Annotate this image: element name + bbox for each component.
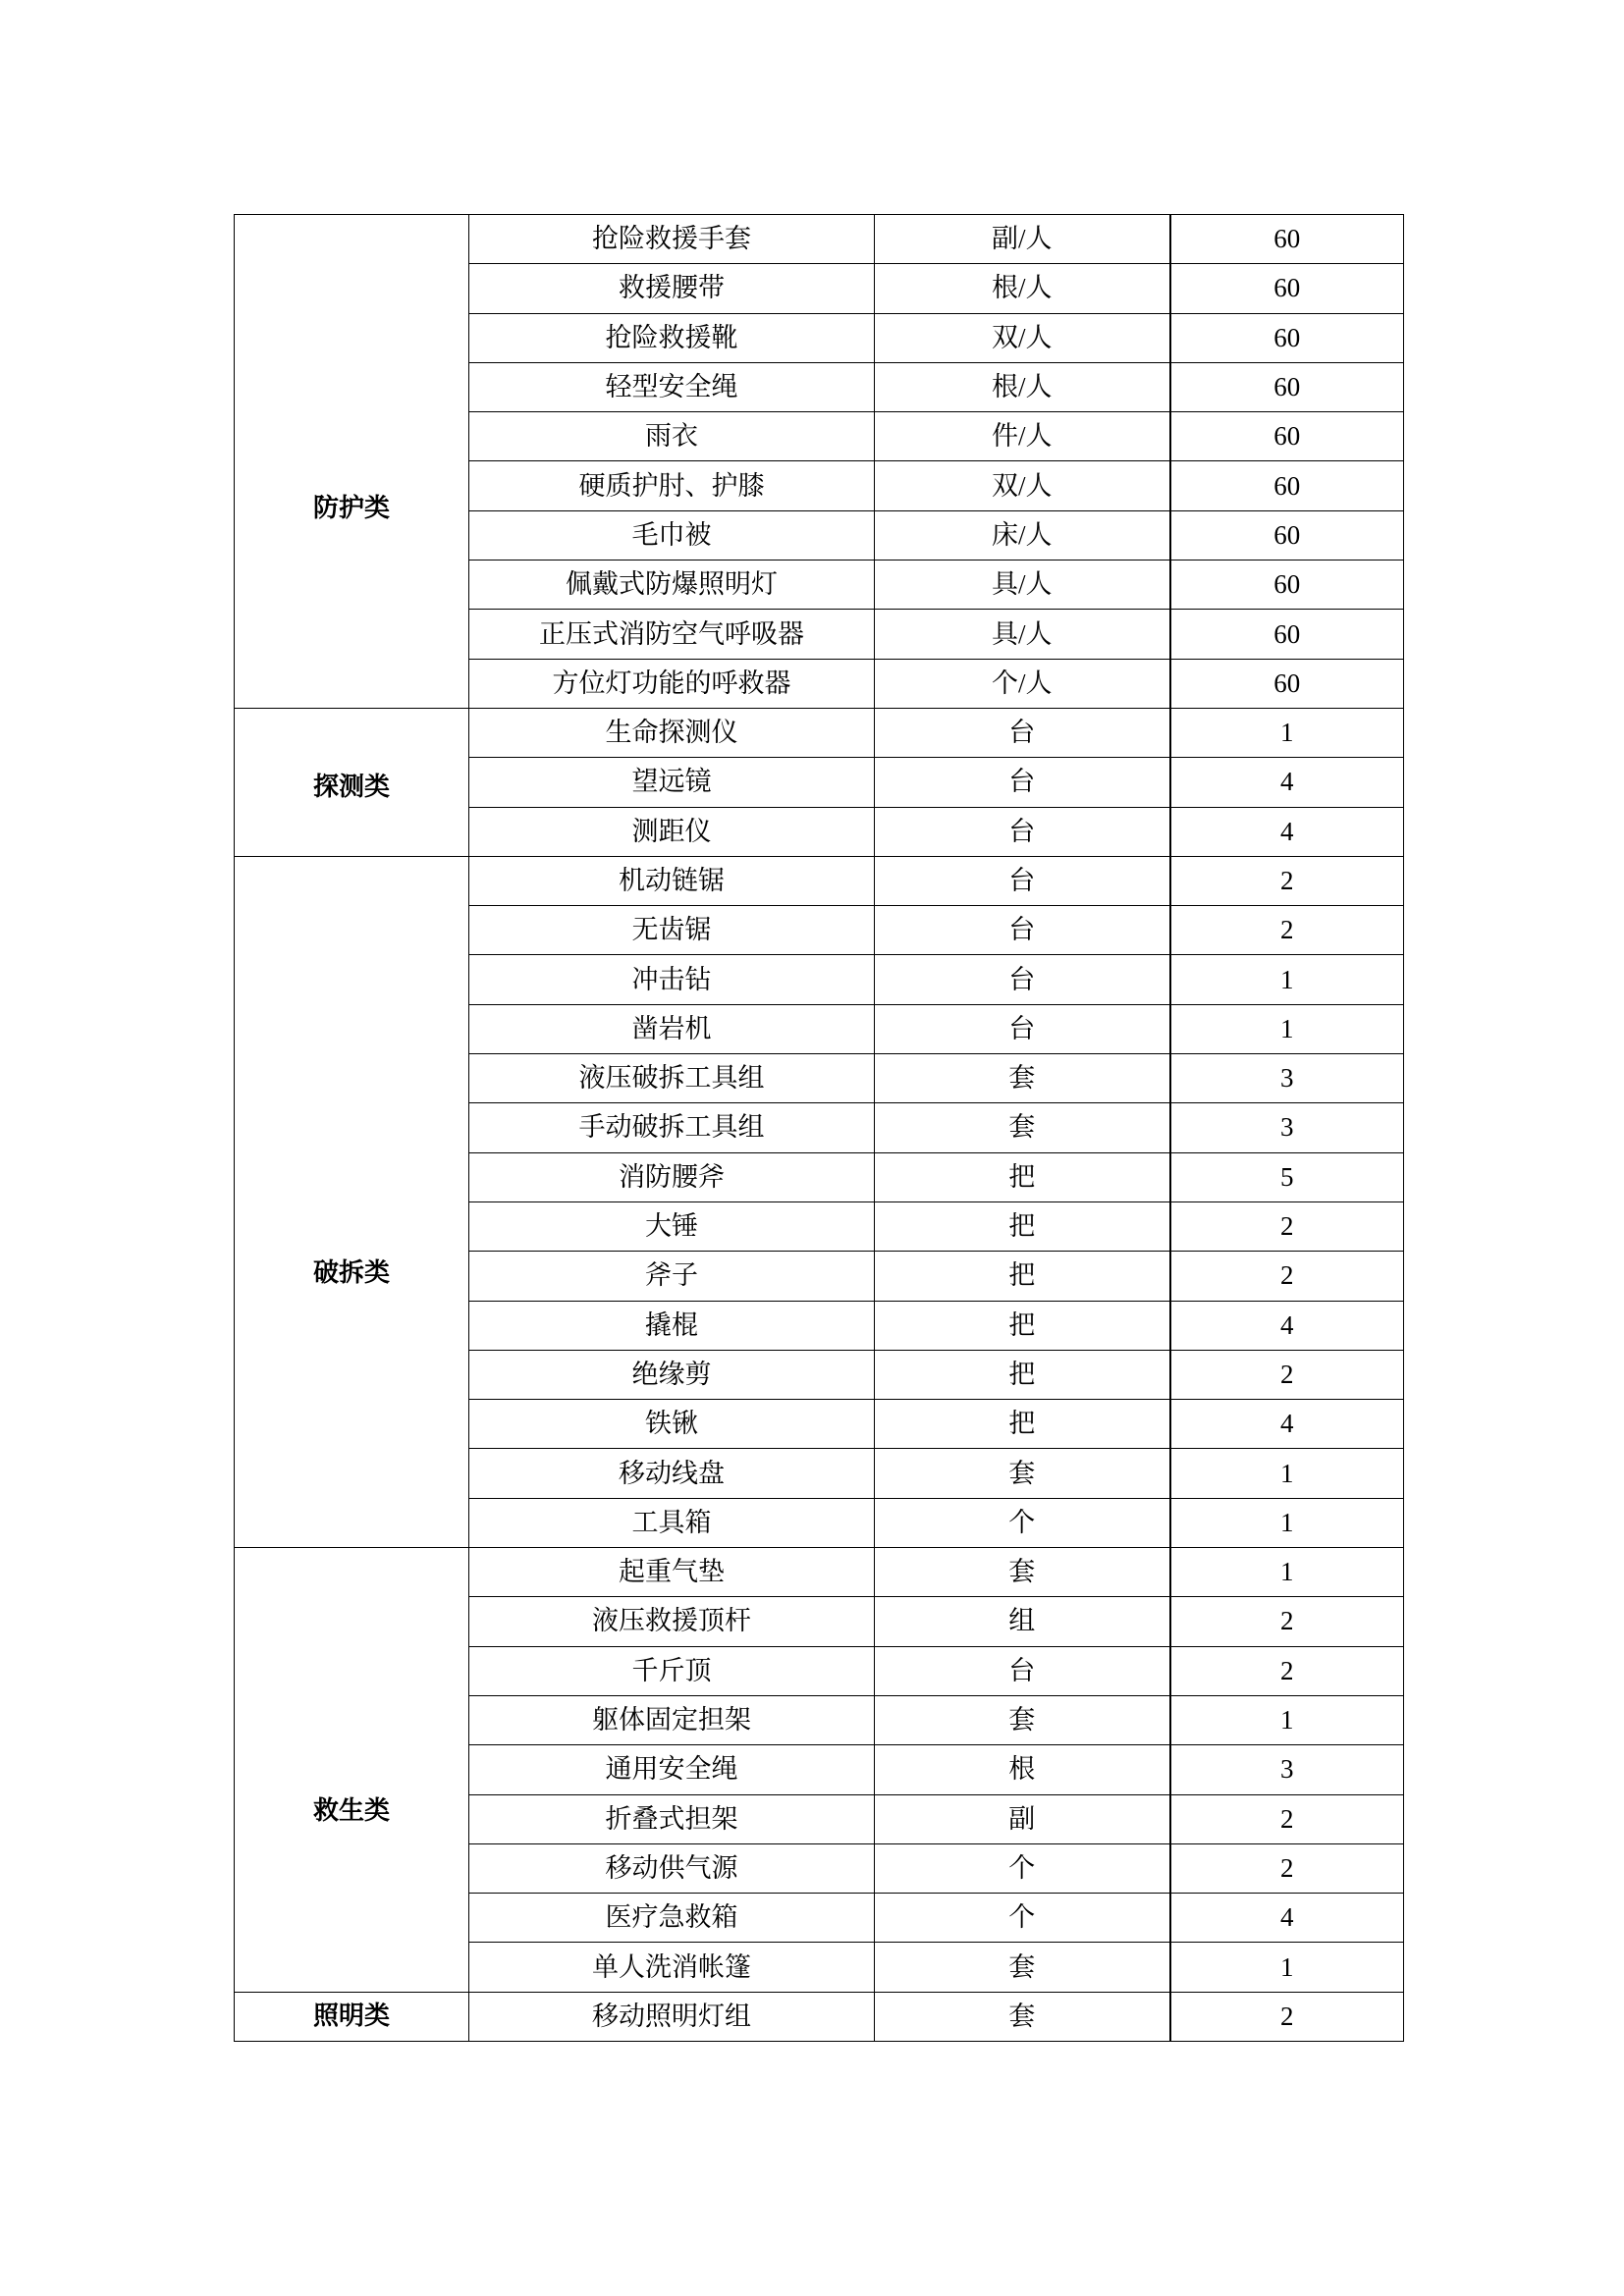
item-name-cell: 方位灯功能的呼救器 bbox=[469, 659, 875, 708]
item-name-cell: 移动供气源 bbox=[469, 1843, 875, 1893]
item-name-cell: 抢险救援靴 bbox=[469, 313, 875, 362]
unit-cell: 台 bbox=[875, 856, 1170, 905]
quantity-cell: 60 bbox=[1170, 215, 1404, 264]
quantity-cell: 2 bbox=[1170, 1350, 1404, 1399]
quantity-cell: 1 bbox=[1170, 1548, 1404, 1597]
item-name-cell: 斧子 bbox=[469, 1252, 875, 1301]
quantity-cell: 5 bbox=[1170, 1152, 1404, 1201]
item-name-cell: 千斤顶 bbox=[469, 1646, 875, 1695]
item-name-cell: 通用安全绳 bbox=[469, 1745, 875, 1794]
unit-cell: 件/人 bbox=[875, 412, 1170, 461]
category-label: 救生类 bbox=[312, 1795, 390, 1826]
item-name-cell: 救援腰带 bbox=[469, 264, 875, 313]
quantity-cell: 4 bbox=[1170, 1301, 1404, 1350]
item-name-cell: 无齿锯 bbox=[469, 906, 875, 955]
quantity-cell: 2 bbox=[1170, 1597, 1404, 1646]
quantity-cell: 2 bbox=[1170, 906, 1404, 955]
unit-cell: 台 bbox=[875, 1004, 1170, 1053]
item-name-cell: 单人洗消帐篷 bbox=[469, 1943, 875, 1992]
unit-cell: 把 bbox=[875, 1301, 1170, 1350]
item-name-cell: 凿岩机 bbox=[469, 1004, 875, 1053]
item-name-cell: 抢险救援手套 bbox=[469, 215, 875, 264]
quantity-cell: 2 bbox=[1170, 1201, 1404, 1251]
unit-cell: 组 bbox=[875, 1597, 1170, 1646]
unit-cell: 套 bbox=[875, 1449, 1170, 1498]
quantity-cell: 60 bbox=[1170, 461, 1404, 510]
item-name-cell: 移动照明灯组 bbox=[469, 1992, 875, 2041]
equipment-table bbox=[234, 214, 1404, 2042]
unit-cell: 个/人 bbox=[875, 659, 1170, 708]
quantity-cell: 4 bbox=[1170, 758, 1404, 807]
item-name-cell: 大锤 bbox=[469, 1201, 875, 1251]
item-name-cell: 消防腰斧 bbox=[469, 1152, 875, 1201]
quantity-cell: 1 bbox=[1170, 1695, 1404, 1744]
table-row bbox=[235, 1992, 1404, 2041]
item-name-cell: 机动链锯 bbox=[469, 856, 875, 905]
quantity-cell: 1 bbox=[1170, 1449, 1404, 1498]
unit-cell: 套 bbox=[875, 1103, 1170, 1152]
quantity-cell: 60 bbox=[1170, 412, 1404, 461]
quantity-cell: 2 bbox=[1170, 1794, 1404, 1843]
table-row bbox=[235, 708, 1404, 757]
item-name-cell: 手动破拆工具组 bbox=[469, 1103, 875, 1152]
item-name-cell: 液压破拆工具组 bbox=[469, 1054, 875, 1103]
unit-cell: 双/人 bbox=[875, 461, 1170, 510]
item-name-cell: 起重气垫 bbox=[469, 1548, 875, 1597]
table-row bbox=[235, 1548, 1404, 1597]
quantity-cell: 2 bbox=[1170, 856, 1404, 905]
category-label: 破拆类 bbox=[312, 1258, 390, 1289]
quantity-cell: 4 bbox=[1170, 1894, 1404, 1943]
item-name-cell: 冲击钻 bbox=[469, 955, 875, 1004]
item-name-cell: 毛巾被 bbox=[469, 510, 875, 560]
item-name-cell: 液压救援顶杆 bbox=[469, 1597, 875, 1646]
unit-cell: 副 bbox=[875, 1794, 1170, 1843]
quantity-cell: 2 bbox=[1170, 1992, 1404, 2041]
unit-cell: 个 bbox=[875, 1498, 1170, 1547]
quantity-cell: 2 bbox=[1170, 1843, 1404, 1893]
quantity-cell: 1 bbox=[1170, 1004, 1404, 1053]
quantity-cell: 60 bbox=[1170, 362, 1404, 411]
unit-cell: 套 bbox=[875, 1695, 1170, 1744]
quantity-cell: 60 bbox=[1170, 659, 1404, 708]
unit-cell: 个 bbox=[875, 1894, 1170, 1943]
unit-cell: 台 bbox=[875, 758, 1170, 807]
category-cell bbox=[235, 708, 469, 856]
quantity-cell: 2 bbox=[1170, 1646, 1404, 1695]
item-name-cell: 测距仪 bbox=[469, 807, 875, 856]
unit-cell: 把 bbox=[875, 1350, 1170, 1399]
item-name-cell: 绝缘剪 bbox=[469, 1350, 875, 1399]
category-cell bbox=[235, 215, 469, 709]
category-cell bbox=[235, 1548, 469, 1993]
unit-cell: 套 bbox=[875, 1548, 1170, 1597]
unit-cell: 具/人 bbox=[875, 561, 1170, 610]
unit-cell: 台 bbox=[875, 708, 1170, 757]
equipment-table-body bbox=[235, 215, 1404, 2042]
quantity-cell: 4 bbox=[1170, 807, 1404, 856]
unit-cell: 台 bbox=[875, 955, 1170, 1004]
quantity-cell: 3 bbox=[1170, 1103, 1404, 1152]
unit-cell: 把 bbox=[875, 1400, 1170, 1449]
unit-cell: 具/人 bbox=[875, 610, 1170, 659]
unit-cell: 台 bbox=[875, 807, 1170, 856]
quantity-cell: 3 bbox=[1170, 1745, 1404, 1794]
item-name-cell: 佩戴式防爆照明灯 bbox=[469, 561, 875, 610]
quantity-cell: 60 bbox=[1170, 313, 1404, 362]
unit-cell: 床/人 bbox=[875, 510, 1170, 560]
unit-cell: 根 bbox=[875, 1745, 1170, 1794]
quantity-cell: 3 bbox=[1170, 1054, 1404, 1103]
quantity-cell: 60 bbox=[1170, 510, 1404, 560]
unit-cell: 双/人 bbox=[875, 313, 1170, 362]
item-name-cell: 雨衣 bbox=[469, 412, 875, 461]
item-name-cell: 正压式消防空气呼吸器 bbox=[469, 610, 875, 659]
item-name-cell: 硬质护肘、护膝 bbox=[469, 461, 875, 510]
unit-cell: 套 bbox=[875, 1943, 1170, 1992]
unit-cell: 把 bbox=[875, 1201, 1170, 1251]
unit-cell: 把 bbox=[875, 1252, 1170, 1301]
category-cell bbox=[235, 1992, 469, 2041]
item-name-cell: 撬棍 bbox=[469, 1301, 875, 1350]
unit-cell: 根/人 bbox=[875, 362, 1170, 411]
item-name-cell: 生命探测仪 bbox=[469, 708, 875, 757]
item-name-cell: 医疗急救箱 bbox=[469, 1894, 875, 1943]
item-name-cell: 望远镜 bbox=[469, 758, 875, 807]
unit-cell: 根/人 bbox=[875, 264, 1170, 313]
unit-cell: 个 bbox=[875, 1843, 1170, 1893]
quantity-cell: 60 bbox=[1170, 561, 1404, 610]
quantity-cell: 60 bbox=[1170, 264, 1404, 313]
category-cell bbox=[235, 856, 469, 1547]
item-name-cell: 躯体固定担架 bbox=[469, 1695, 875, 1744]
category-label: 探测类 bbox=[312, 772, 390, 802]
category-label: 照明类 bbox=[312, 2002, 390, 2032]
unit-cell: 副/人 bbox=[875, 215, 1170, 264]
quantity-cell: 4 bbox=[1170, 1400, 1404, 1449]
quantity-cell: 1 bbox=[1170, 708, 1404, 757]
unit-cell: 把 bbox=[875, 1152, 1170, 1201]
quantity-cell: 2 bbox=[1170, 1252, 1404, 1301]
item-name-cell: 移动线盘 bbox=[469, 1449, 875, 1498]
unit-cell: 台 bbox=[875, 906, 1170, 955]
quantity-cell: 60 bbox=[1170, 610, 1404, 659]
quantity-cell: 1 bbox=[1170, 1943, 1404, 1992]
table-row bbox=[235, 856, 1404, 905]
unit-cell: 套 bbox=[875, 1054, 1170, 1103]
unit-cell: 套 bbox=[875, 1992, 1170, 2041]
item-name-cell: 铁锹 bbox=[469, 1400, 875, 1449]
item-name-cell: 轻型安全绳 bbox=[469, 362, 875, 411]
unit-cell: 台 bbox=[875, 1646, 1170, 1695]
table-row bbox=[235, 215, 1404, 264]
category-label: 防护类 bbox=[312, 493, 390, 523]
quantity-cell: 1 bbox=[1170, 955, 1404, 1004]
item-name-cell: 折叠式担架 bbox=[469, 1794, 875, 1843]
quantity-cell: 1 bbox=[1170, 1498, 1404, 1547]
item-name-cell: 工具箱 bbox=[469, 1498, 875, 1547]
